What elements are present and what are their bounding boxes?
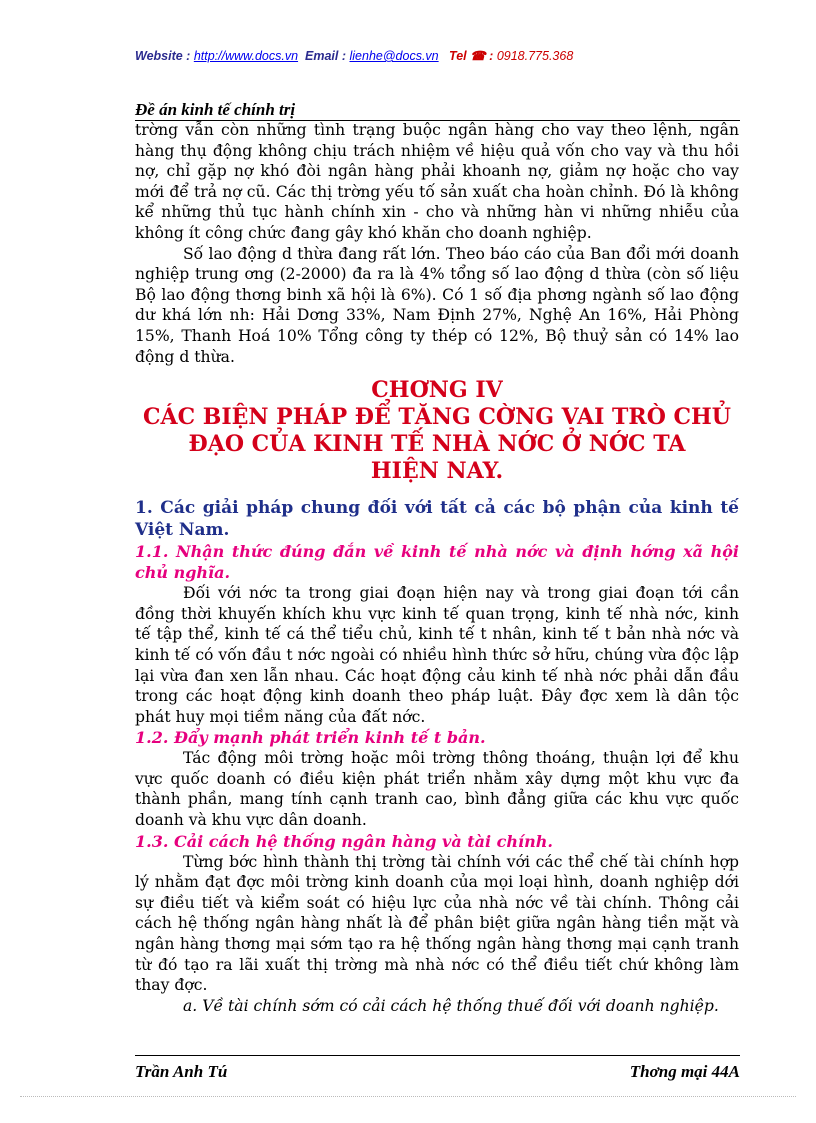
- page-footer: [135, 1055, 740, 1086]
- subsection-heading-1-2: 1.2. Đẩy mạnh phát triển kinh tế t bản.: [135, 728, 486, 748]
- running-header-title: Đề án kinh tế chính trị: [135, 100, 740, 121]
- tel-label: Tel ☎ :: [449, 49, 494, 63]
- paragraph-surplus-labor: Số lao động d thừa đang rất lớn. Theo báo cáo của Ban đổi mới doanh nghiệp trung ơng (2-2000) đa ra là 4% tổng số lao động d thừa (còn số liệu Bộ lao động thơng binh xã hội là 6%). Có 1 số địa phơng ngành số lao động dư khá lớn nh: Hải Dơng 33%, Nam Định 27%, Nghệ An 16%, Hải Phòng 15%, Thanh Hoá 10% Tổng công ty thép có 12%, Bộ thuỷ sản có 14% lao động d thừa.: [135, 244, 739, 366]
- bottom-dotted-divider: [20, 1096, 796, 1097]
- website-link[interactable]: http://www.docs.vn: [193, 49, 299, 63]
- tel-value: 0918.775.368: [496, 49, 574, 63]
- chapter-title-line-1: CÁC BIỆN PHÁP ĐỂ TĂNG CỜNG VAI TRÒ CHỦ: [143, 404, 731, 431]
- chapter-title-line-3: HIỆN NAY.: [370, 458, 504, 485]
- paragraph-environment: Tác động môi trờng hoặc môi trờng thông thoáng, thuận lợi để khu vực quốc doanh có điều kiện phát triển nhằm xây dựng một khu vực đa thành phần, mang tính cạnh tranh cao, bình đẳng giữa các khu vực quốc doanh và khu vực dân doanh.: [135, 749, 739, 830]
- paragraph-continued: trờng vẫn còn những tình trạng buộc ngân hàng cho vay theo lệnh, ngân hàng thụ động không chịu trách nhiệm về hiệu quả vốn cho vay và thu hồi nợ, chỉ gặp nợ khó đòi ngân hàng phải khoanh nợ, giảm nợ hoặc cho vay mới để trả nợ cũ. Các thị trờng yếu tố sản xuất cha hoàn chỉnh. Đó là không kể những thủ tục hành chính xin - cho và những hàn vi những nhiễu của không ít công chức đang gây khó khăn cho doanh nghiệp.: [135, 121, 739, 242]
- document-body: [135, 120, 739, 1016]
- chapter-title-line-2: ĐẠO CỦA KINH TẾ NHÀ NỚC Ở NỚC TA: [188, 431, 686, 458]
- subsection-heading-1-3: 1.3. Cải cách hệ thống ngân hàng và tài chính.: [135, 831, 553, 851]
- paragraph-state-economy: Đối với nớc ta trong giai đoạn hiện nay và trong giai đoạn tới cần đồng thời khuyến khích khu vực kinh tế quan trọng, kinh tế nhà nớc, kinh tế tập thể, kinh tế cá thể tiểu chủ, kinh tế t nhân, kinh tế t bản nhà nớc và kinh tế có vốn đầu t nớc ngoài có nhiều hình thức sở hữu, chúng vừa độc lập lại vừa đan xen lẫn nhau. Các hoạt động cảu kinh tế nhà nớc phải dẫn đầu trong các hoạt động kinh doanh theo pháp luật. Đây đợc xem là dân tộc phát huy mọi tiềm năng của đất nớc.: [135, 584, 739, 726]
- chapter-number: CHƠNG IV: [371, 377, 503, 404]
- email-link[interactable]: lienhe@docs.vn: [349, 49, 439, 63]
- page-top-contact-bar: [135, 48, 735, 68]
- footer-author: Trần Anh Tú: [135, 1062, 228, 1081]
- chapter-heading: [135, 377, 739, 485]
- paragraph-tax-reform: a. Về tài chính sớm có cải cách hệ thống thuế đối với doanh nghiệp.: [183, 996, 719, 1015]
- paragraph-banking-reform: Từng bớc hình thành thị trờng tài chính với các thể chế tài chính hợp lý nhằm đạt đợc môi trờng kinh doanh của mọi loại hình, doanh nghiệp dới sự điều tiết và kiểm soát có hiệu lực của nhà nớc về tài chính. Thông cải cách hệ thống ngân hàng nhất là để phân biệt giữa ngân hàng tiền mặt và ngân hàng thơng mại sớm tạo ra hệ thống ngân hàng thơng mại cạnh tranh từ đó tạo ra lãi xuất thị trờng mà nhà nớc có thể điều tiết chứ không làm thay đợc.: [135, 852, 739, 995]
- section-heading-1: 1. Các giải pháp chung đối với tất cả các bộ phận của kinh tế Việt Nam.: [135, 498, 739, 541]
- footer-class: Thơng mại 44A: [629, 1062, 740, 1081]
- website-label: Website :: [135, 49, 191, 63]
- subsection-heading-1-1: 1.1. Nhận thức đúng đắn về kinh tế nhà nớc và định hớng xã hội chủ nghĩa.: [135, 542, 739, 583]
- email-label: Email :: [305, 49, 346, 63]
